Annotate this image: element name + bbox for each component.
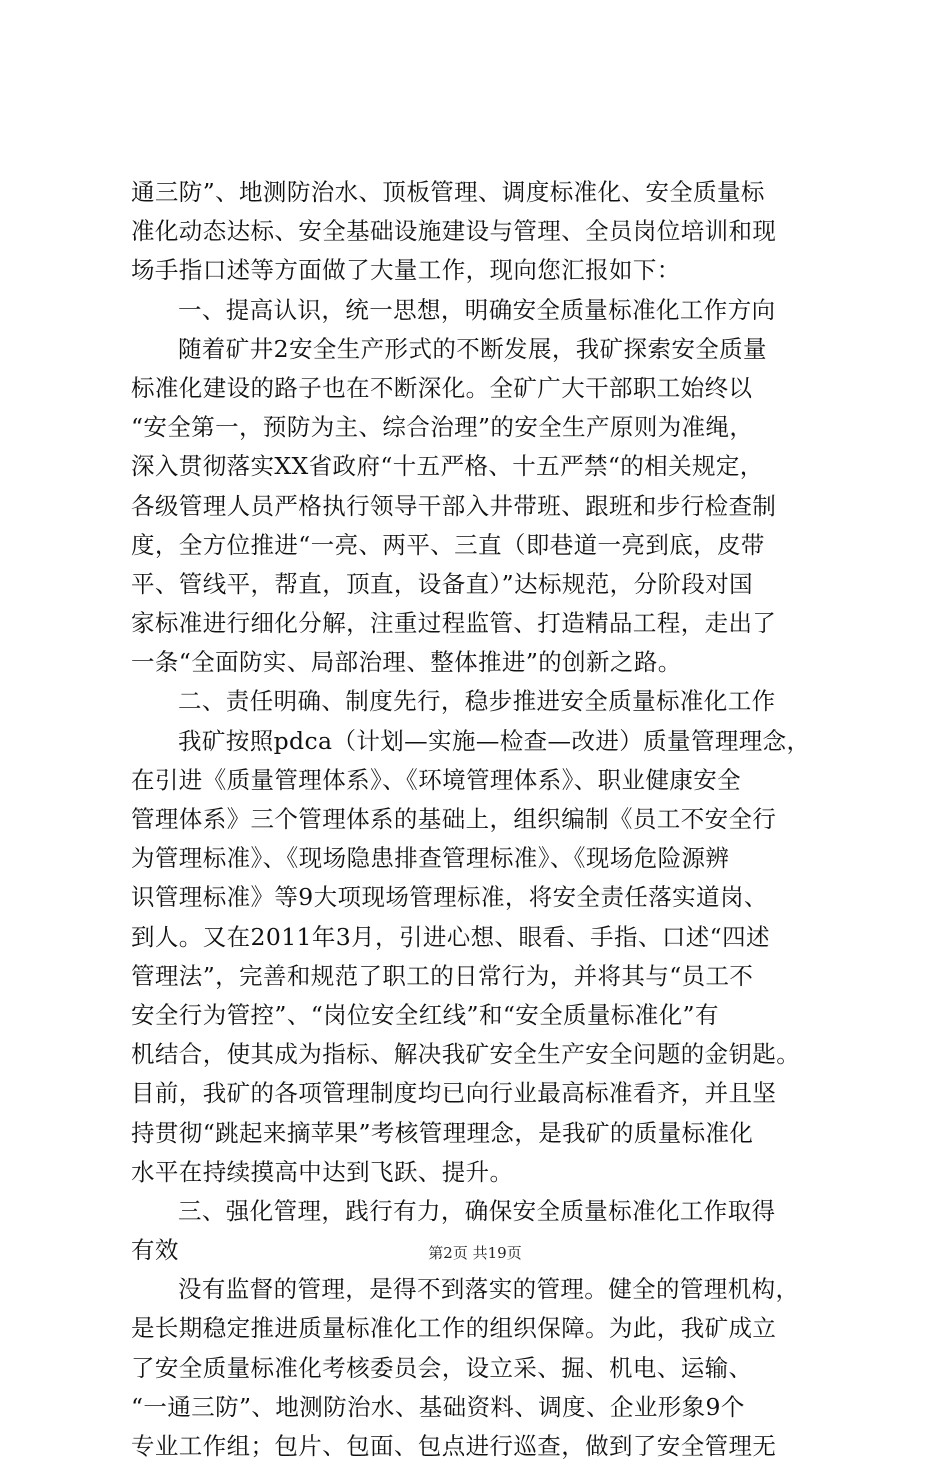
document-body (131, 173, 837, 1466)
section-heading: 三、强化管理，践行有力，确保安全质量标准化工作取得 (178, 1196, 776, 1225)
text-line: 一条“全面防实、局部治理、整体推进”的创新之路。 (131, 648, 682, 677)
text-line: 了安全质量标准化考核委员会，设立采、掘、机电、运输、 (131, 1353, 753, 1382)
text-line: 我矿按照pdca（计划—实施—检查—改进）质量管理理念， (178, 726, 811, 755)
text-line: 在引进《质量管理体系》、《环境管理体系》、职业健康安全 (131, 765, 742, 794)
section-heading-continuation: 有效 (131, 1236, 179, 1265)
text-line: 专业工作组；包片、包面、包点进行巡查，做到了安全管理无 (131, 1432, 777, 1460)
text-line: “一通三防”、地测防治水、基础资料、调度、企业形象9个 (131, 1392, 745, 1421)
text-line: 安全行为管控”、“岗位安全红线”和“安全质量标准化”有 (131, 1000, 719, 1029)
text-line: 水平在持续摸高中达到飞跃、提升。 (131, 1157, 514, 1186)
text-line: 家标准进行细化分解，注重过程监管、打造精品工程，走出了 (131, 609, 777, 638)
text-line: 管理法”，完善和规范了职工的日常行为，并将其与“员工不 (131, 961, 754, 990)
text-line: 随着矿井2安全生产形式的不断发展，我矿探索安全质量 (178, 334, 767, 363)
text-line: 管理体系》三个管理体系的基础上，组织编制《员工不安全行 (131, 805, 777, 833)
text-line: 平、管线平，帮直，顶直，设备直）”达标规范，分阶段对国 (131, 569, 754, 598)
text-line: 通三防”、地测防治水、顶板管理、调度标准化、安全质量标 (131, 178, 765, 206)
text-line: 准化动态达标、安全基础设施建设与管理、全员岗位培训和现 (131, 217, 777, 246)
text-line: 到人。又在2011年3月，引进心想、眼看、手指、口述“四述 (131, 922, 770, 951)
page-number-footer: 第2页 共19页 (428, 1244, 522, 1262)
section-heading: 一、提高认识，统一思想，明确安全质量标准化工作方向 (178, 295, 776, 324)
text-line: 标准化建设的路子也在不断深化。全矿广大干部职工始终以 (131, 373, 753, 402)
text-line: “安全第一，预防为主、综合治理”的安全生产原则为准绳， (131, 413, 754, 442)
text-line: 持贯彻“跳起来摘苹果”考核管理理念，是我矿的质量标准化 (131, 1118, 754, 1147)
text-line: 机结合，使其成为指标、解决我矿安全生产安全问题的金钥匙。 (131, 1040, 801, 1069)
text-line: 各级管理人员严格执行领导干部入井带班、跟班和步行检查制 (131, 491, 777, 520)
text-line: 为管理标准》、《现场隐患排查管理标准》、《现场危险源辨 (131, 844, 730, 873)
text-line: 目前，我矿的各项管理制度均已向行业最高标准看齐，并且坚 (131, 1079, 777, 1108)
section-heading: 二、责任明确、制度先行，稳步推进安全质量标准化工作 (178, 687, 776, 716)
text-line: 识管理标准》等9大项现场管理标准，将安全责任落实道岗、 (131, 883, 768, 912)
text-line: 深入贯彻落实XX省政府“十五严格、十五严禁“的相关规定， (131, 452, 764, 481)
text-line: 没有监督的管理，是得不到落实的管理。健全的管理机构， (178, 1275, 800, 1304)
text-line: 度，全方位推进“一亮、两平、三直（即巷道一亮到底，皮带 (131, 530, 765, 559)
text-line: 是长期稳定推进质量标准化工作的组织保障。为此，我矿成立 (131, 1314, 777, 1343)
text-line: 场手指口述等方面做了大量工作，现向您汇报如下： (131, 256, 681, 285)
